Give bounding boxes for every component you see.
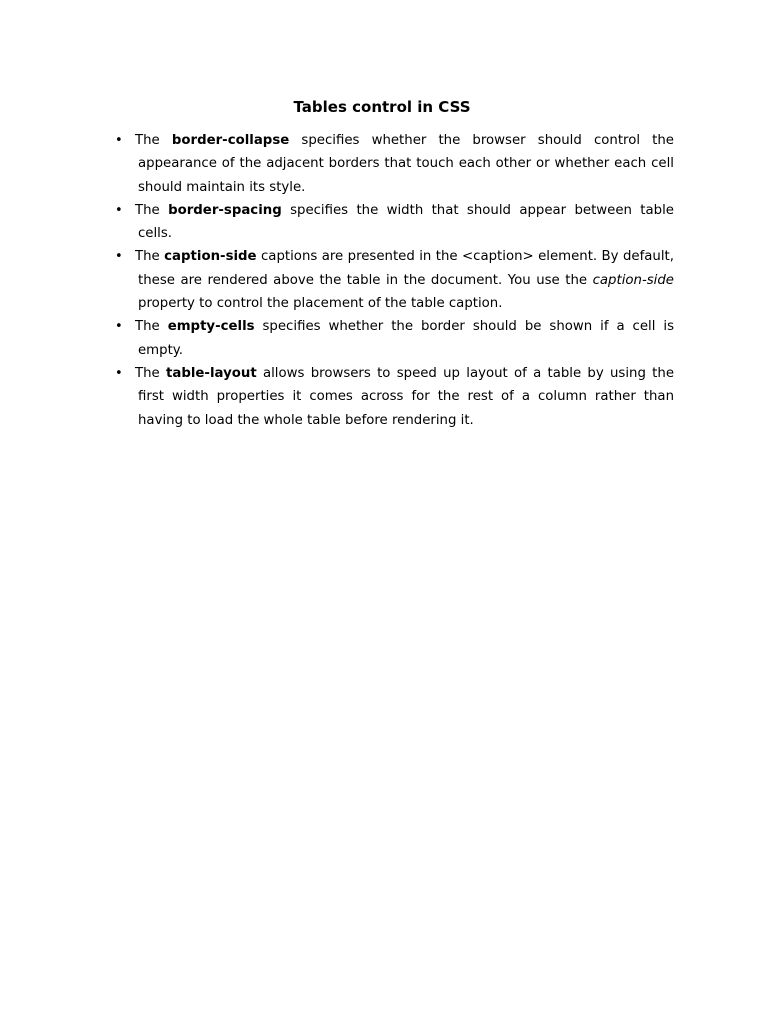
item-tail: property to control the placement of the table caption. xyxy=(138,296,503,312)
bullet-icon: • xyxy=(115,133,123,148)
document-title: Tables control in CSS xyxy=(293,98,471,116)
item-term: border-collapse xyxy=(171,133,290,148)
item-emphasis: caption-side xyxy=(592,272,674,288)
bullet-icon: • xyxy=(115,365,123,381)
bullet-icon: • xyxy=(115,319,123,335)
list-item-empty-cells xyxy=(112,315,674,362)
item-lead: The xyxy=(135,202,169,218)
bullet-list xyxy=(112,129,674,432)
bullet-icon: • xyxy=(115,202,123,218)
item-text: specifies the width that should appear between table cells. xyxy=(138,202,674,242)
item-text: captions are presented in the <caption> element. By default, these are rendered above the table in the document. You use the xyxy=(138,249,674,288)
list-item-table-layout xyxy=(112,362,674,432)
item-term: empty-cells xyxy=(167,319,255,335)
item-term: table-layout xyxy=(166,365,257,381)
item-lead: The xyxy=(135,365,166,381)
list-item-border-collapse xyxy=(112,129,674,199)
list-item-caption-side xyxy=(112,245,674,315)
item-lead: The xyxy=(135,249,165,265)
item-term: caption-side xyxy=(164,249,257,265)
bullet-icon: • xyxy=(115,249,123,265)
item-term: border-spacing xyxy=(168,202,282,218)
item-lead: The xyxy=(135,133,172,148)
item-text: specifies whether the border should be shown if a cell is empty. xyxy=(138,319,674,358)
item-text: specifies whether the browser should control the appearance of the adjacent borders that touch each other or whether each cell should maintain its style. xyxy=(138,133,674,195)
item-lead: The xyxy=(135,319,168,335)
item-text: allows browsers to speed up layout of a table by using the first width properties it comes across for the rest of a column rather than having to load the whole table before rendering it. xyxy=(138,365,674,428)
list-item-border-spacing xyxy=(112,199,674,246)
